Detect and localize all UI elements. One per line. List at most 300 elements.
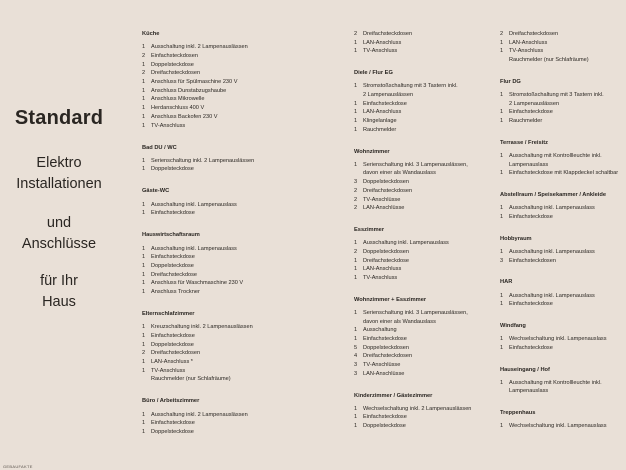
room-title: Esszimmer <box>354 226 385 233</box>
item-count: 1 <box>500 153 504 160</box>
item-text: Doppelsteckdose <box>363 423 406 430</box>
item-text: Dreifachsteckdose <box>363 257 410 264</box>
room-section <box>500 235 624 266</box>
item-count: 1 <box>500 336 504 343</box>
list-item <box>500 248 624 257</box>
list-item <box>500 39 624 48</box>
item-count: 1 <box>500 344 504 351</box>
room-section <box>354 226 492 283</box>
list-item <box>354 309 492 318</box>
list-item <box>500 344 624 353</box>
item-text: Rauchmelder (nur Schlafräume) <box>151 376 231 383</box>
item-text: Doppelsteckdose <box>151 262 194 269</box>
item-text: Einfachsteckdose <box>363 100 407 107</box>
item-text: TV-Anschluss <box>151 367 186 374</box>
item-count: 1 <box>500 248 504 255</box>
item-text: Serienschaltung inkl. 3 Lampenauslässen, <box>363 161 468 168</box>
room-title: Hobbyraum <box>500 235 532 242</box>
subtitle-line: Installationen <box>16 176 102 192</box>
room-section <box>500 191 624 222</box>
item-count: 4 <box>354 353 358 360</box>
item-text: Ausschaltung inkl. Lampenauslass <box>151 201 237 208</box>
list-item <box>354 335 492 344</box>
room-section <box>500 366 624 397</box>
item-text: Einfachsteckdose <box>151 254 195 261</box>
list-item <box>142 122 342 131</box>
list-item <box>142 367 342 376</box>
item-count: 1 <box>142 105 146 112</box>
item-text: Rauchmelder <box>509 118 543 125</box>
item-text: 2 Lampenauslässen <box>363 92 414 99</box>
item-count: 1 <box>354 257 358 264</box>
item-text: Ausschaltung inkl. Lampenauslass <box>509 205 595 212</box>
room-title: Abstellraum / Speisekammer / Ankleide <box>500 192 606 199</box>
item-count: 1 <box>142 289 146 296</box>
item-text: Rauchmelder <box>363 126 397 133</box>
list-item <box>142 288 342 297</box>
item-count: 3 <box>354 179 358 186</box>
list-item <box>354 318 492 327</box>
item-count: 2 <box>354 248 358 255</box>
item-text: LAN-Anschluss <box>363 109 402 116</box>
item-count: 2 <box>500 31 504 37</box>
list-item <box>354 91 492 100</box>
room-column-1 <box>142 30 342 450</box>
item-count: 1 <box>142 271 146 278</box>
list-item <box>500 117 624 126</box>
item-count: 1 <box>354 266 358 273</box>
list-item <box>142 323 342 332</box>
room-section <box>142 144 342 175</box>
list-item <box>142 358 342 367</box>
intro-panel <box>0 0 118 470</box>
item-count: 1 <box>500 301 504 308</box>
list-item <box>142 165 342 174</box>
item-text: Ausschaltung inkl. 2 Lampenauslässen <box>151 44 248 51</box>
list-item <box>354 370 492 379</box>
item-text: Einfachsteckdose <box>509 214 553 221</box>
item-count: 1 <box>142 96 146 103</box>
room-title: Bad DU / WC <box>142 144 177 151</box>
item-count: 1 <box>354 109 358 116</box>
room-title: Küche <box>142 31 160 37</box>
item-text: Lampenauslass <box>509 388 549 395</box>
item-count: 3 <box>354 362 358 369</box>
list-item <box>354 361 492 370</box>
item-text: Einfachsteckdose <box>509 109 553 116</box>
item-count: 1 <box>354 240 358 247</box>
item-text: Serienschaltung inkl. 3 Lampenauslässen, <box>363 309 468 316</box>
item-text: Doppelsteckdosen <box>363 344 410 351</box>
room-title: Terrasse / Freisitz <box>500 139 548 146</box>
item-count: 1 <box>354 423 358 430</box>
list-item <box>354 169 492 178</box>
room-column-3 <box>500 30 624 444</box>
room-section <box>500 139 624 178</box>
item-text: Einfachsteckdose <box>151 420 195 427</box>
item-text: Ausschaltung inkl. Lampenauslass <box>509 248 595 255</box>
list-item <box>142 113 342 122</box>
item-count: 1 <box>500 205 504 212</box>
list-item <box>142 245 342 254</box>
room-section <box>500 78 624 126</box>
item-text: Dreifachsteckdosen <box>151 350 201 357</box>
room-section <box>142 30 342 130</box>
item-count <box>354 318 363 327</box>
list-item <box>500 108 624 117</box>
subtitle-line: für Ihr <box>40 273 78 289</box>
item-count: 1 <box>354 309 358 316</box>
item-text: Doppelsteckdose <box>151 61 194 68</box>
room-title: Hauseingang / Hof <box>500 366 550 373</box>
item-text: Einfachsteckdose <box>151 332 195 339</box>
item-count <box>500 56 509 65</box>
room-section <box>354 148 492 213</box>
list-item <box>142 375 342 384</box>
list-item <box>500 379 624 388</box>
item-text: Doppelsteckdose <box>151 429 194 436</box>
item-text: Wechselschaltung inkl. Lampenauslass <box>509 423 607 430</box>
item-count: 1 <box>354 83 358 90</box>
list-item <box>142 52 342 61</box>
list-item <box>500 161 624 170</box>
item-text: Herdanschluss 400 V <box>151 105 205 112</box>
item-text: davon einer als Wandauslass <box>363 318 436 325</box>
list-item <box>500 56 624 65</box>
room-section <box>500 278 624 309</box>
list-item <box>142 87 342 96</box>
list-item <box>354 248 492 257</box>
item-count: 1 <box>142 429 146 436</box>
item-count: 1 <box>142 87 146 94</box>
item-count: 1 <box>500 379 504 386</box>
list-item <box>142 209 342 218</box>
item-count: 1 <box>354 335 358 342</box>
item-text: Dreifachsteckdosen <box>363 187 413 194</box>
item-count: 1 <box>500 48 504 55</box>
item-text: Ausschaltung inkl. Lampenauslass <box>509 292 595 299</box>
item-text: davon einer als Wandauslass <box>363 170 436 177</box>
item-text: Dreifachsteckdosen <box>509 31 559 37</box>
item-text: Doppelsteckdose <box>151 341 194 348</box>
item-text: Doppelsteckdosen <box>363 248 410 255</box>
room-title: HAR <box>500 279 513 286</box>
room-section <box>142 231 342 296</box>
item-count: 1 <box>500 92 504 99</box>
list-item <box>354 257 492 266</box>
list-item <box>500 422 624 431</box>
item-count: 1 <box>354 274 358 281</box>
list-item <box>142 95 342 104</box>
item-count: 1 <box>354 118 358 125</box>
list-item <box>142 332 342 341</box>
list-item <box>354 126 492 135</box>
list-item <box>354 187 492 196</box>
list-item <box>500 152 624 161</box>
item-text: LAN-Anschluss <box>363 39 402 46</box>
list-item <box>354 100 492 109</box>
item-count: 5 <box>354 344 358 351</box>
list-item <box>500 169 624 178</box>
list-item <box>142 271 342 280</box>
list-item <box>354 196 492 205</box>
item-text: Anschluss Trockner <box>151 289 200 296</box>
item-text: Einfachsteckdose mit Klappdeckel schaltbar <box>509 170 619 177</box>
item-text: Anschluss für Spülmaschine 230 V <box>151 79 238 86</box>
item-count: 1 <box>500 292 504 299</box>
item-text: Klingelanlage <box>363 118 397 125</box>
list-item <box>354 274 492 283</box>
item-text: LAN-Anschluss * <box>151 359 193 366</box>
item-count: 1 <box>142 341 146 348</box>
item-count: 1 <box>142 332 146 339</box>
list-item <box>354 413 492 422</box>
item-count: 1 <box>142 367 146 374</box>
list-item <box>354 161 492 170</box>
item-count: 2 <box>142 350 146 357</box>
item-text: 2 Lampenauslässen <box>509 100 560 107</box>
item-count: 2 <box>142 70 146 77</box>
list-item <box>500 91 624 100</box>
item-text: Stromstoßschaltung mit 3 Tastern inkl. <box>509 92 604 99</box>
item-count: 2 <box>354 205 358 212</box>
room-section <box>142 187 342 218</box>
item-count: 1 <box>500 214 504 221</box>
item-text: LAN-Anschlüsse <box>363 370 405 377</box>
room-section <box>500 322 624 353</box>
list-item <box>142 78 342 87</box>
room-title: Flur DG <box>500 78 521 85</box>
item-text: Dreifachsteckdosen <box>363 353 413 360</box>
item-count: 1 <box>354 39 358 46</box>
item-count: 1 <box>354 100 358 107</box>
list-item <box>142 419 342 428</box>
room-section <box>142 310 342 384</box>
subtitle-line: Anschlüsse <box>21 236 97 252</box>
room-section <box>354 296 492 379</box>
room-section <box>142 397 342 436</box>
room-title: Diele / Flur EG <box>354 70 393 77</box>
room-title: Wohnzimmer + Esszimmer <box>354 296 427 303</box>
item-count: 1 <box>500 423 504 430</box>
list-item <box>354 178 492 187</box>
room-title: Hauswirtschaftsraum <box>142 232 200 239</box>
item-count: 1 <box>500 118 504 125</box>
list-item <box>142 341 342 350</box>
item-count <box>500 100 509 109</box>
list-item <box>142 201 342 210</box>
item-text: Dreifachsteckdosen <box>363 31 413 37</box>
item-text: Lampenauslass <box>509 161 549 168</box>
room-column-2 <box>354 30 492 444</box>
item-text: Einfachsteckdose <box>509 301 553 308</box>
item-text: TV-Anschluss <box>151 122 186 129</box>
list-item <box>142 104 342 113</box>
item-count <box>354 91 363 100</box>
list-item <box>142 157 342 166</box>
item-text: TV-Anschluss <box>363 48 398 55</box>
list-item <box>354 265 492 274</box>
item-text: Kreuzschaltung inkl. 2 Lampenauslässen <box>151 324 253 331</box>
room-title: Elternschlafzimmer <box>142 311 195 318</box>
item-count <box>500 161 509 170</box>
item-count <box>354 169 363 178</box>
list-item <box>142 262 342 271</box>
list-item <box>142 411 342 420</box>
subtitle-line: Haus <box>42 294 76 310</box>
item-count: 3 <box>354 370 358 377</box>
room-section <box>354 69 492 134</box>
list-item <box>500 257 624 266</box>
list-item <box>354 108 492 117</box>
list-item <box>500 204 624 213</box>
room-section <box>500 30 624 65</box>
list-item <box>354 117 492 126</box>
item-text: Anschluss Backofen 230 V <box>151 113 218 120</box>
item-text: Einfachsteckdose <box>509 344 553 351</box>
item-count: 1 <box>354 126 358 133</box>
item-text: TV-Anschlüsse <box>363 196 401 203</box>
list-item <box>142 43 342 52</box>
item-text: Einfachsteckdose <box>151 210 195 217</box>
item-count: 1 <box>142 262 146 269</box>
item-text: Rauchmelder (nur Schlafräume) <box>509 57 589 64</box>
item-text: TV-Anschluss <box>363 274 398 281</box>
item-count: 1 <box>142 61 146 68</box>
item-text: TV-Anschlüsse <box>363 362 401 369</box>
list-item <box>354 422 492 431</box>
room-title: Windfang <box>500 322 526 329</box>
list-item <box>500 292 624 301</box>
subtitle-line: Elektro <box>36 155 82 171</box>
item-count: 1 <box>142 359 146 366</box>
item-text: Doppelsteckdosen <box>363 179 410 186</box>
room-section <box>354 30 492 56</box>
room-section <box>500 409 624 431</box>
item-text: Anschluss Dunstabzugshaube <box>151 87 227 94</box>
list-item <box>500 47 624 56</box>
list-item <box>500 300 624 309</box>
room-title: Wohnzimmer <box>354 148 390 155</box>
item-count: 1 <box>142 411 146 418</box>
page-title: Standard <box>14 107 104 129</box>
list-item <box>354 344 492 353</box>
list-item <box>500 387 624 396</box>
item-count: 2 <box>354 196 358 203</box>
item-count: 2 <box>354 187 358 194</box>
item-text: Einfachsteckdosen <box>151 52 198 59</box>
item-count: 1 <box>142 157 146 164</box>
item-text: Einfachsteckdosen <box>509 257 556 264</box>
item-text: Dreifachsteckdose <box>151 271 198 278</box>
list-item <box>500 335 624 344</box>
list-item <box>142 279 342 288</box>
room-section <box>354 392 492 431</box>
item-count: 1 <box>142 420 146 427</box>
list-item <box>354 47 492 56</box>
item-count: 2 <box>142 52 146 59</box>
item-count: 2 <box>354 31 358 37</box>
item-count: 1 <box>354 414 358 421</box>
list-item <box>142 69 342 78</box>
item-text: Stromstoßschaltung mit 3 Tastern inkl. <box>363 83 458 90</box>
item-count: 1 <box>142 280 146 287</box>
list-item <box>142 428 342 437</box>
item-count: 1 <box>354 405 358 412</box>
item-count: 1 <box>142 122 146 129</box>
room-title: Treppenhaus <box>500 410 536 417</box>
list-item <box>354 39 492 48</box>
list-item <box>354 239 492 248</box>
room-title: Büro / Arbeitszimmer <box>142 398 200 405</box>
item-text: LAN-Anschluss <box>509 39 548 46</box>
item-text: Anschluss für Waschmaschine 230 V <box>151 280 244 287</box>
item-count: 1 <box>500 109 504 116</box>
list-item <box>500 30 624 39</box>
item-count: 1 <box>500 39 504 46</box>
item-count: 1 <box>142 324 146 331</box>
item-count: 3 <box>500 257 504 264</box>
item-count: 1 <box>142 201 146 208</box>
item-text: TV-Anschluss <box>509 48 544 55</box>
item-text: Ausschaltung mit Kontrollleuchte inkl. <box>509 379 602 386</box>
list-item <box>142 61 342 70</box>
list-item <box>142 349 342 358</box>
item-count: 1 <box>142 79 146 86</box>
item-text: Ausschaltung <box>363 327 397 334</box>
item-count: 1 <box>354 161 358 168</box>
item-text: Ausschaltung inkl. Lampenauslass <box>363 240 449 247</box>
item-count <box>142 375 151 384</box>
item-count: 1 <box>142 113 146 120</box>
item-text: LAN-Anschluss <box>363 266 402 273</box>
item-count <box>500 387 509 396</box>
subtitle-line: und <box>46 215 72 231</box>
list-item <box>354 405 492 414</box>
item-text: LAN-Anschlüsse <box>363 205 405 212</box>
item-text: Dreifachsteckdosen <box>151 70 201 77</box>
item-text: Doppelsteckdose <box>151 166 194 173</box>
list-item <box>354 30 492 39</box>
list-item <box>354 326 492 335</box>
item-text: Serienschaltung inkl. 2 Lampenauslässen <box>151 157 255 164</box>
item-text: Ausschaltung inkl. 2 Lampenauslässen <box>151 411 248 418</box>
item-count: 1 <box>354 327 358 334</box>
item-count: 1 <box>142 44 146 51</box>
item-count: 1 <box>142 210 146 217</box>
item-text: Einfachsteckdose <box>363 414 407 421</box>
list-item <box>354 204 492 213</box>
item-text: Wechselschaltung inkl. 2 Lampenauslässen <box>363 405 472 412</box>
item-text: Anschluss Mikrowelle <box>151 96 205 103</box>
item-text: Ausschaltung mit Kontrollleuchte inkl. <box>509 153 602 160</box>
item-text: Einfachsteckdose <box>363 335 407 342</box>
item-count: 1 <box>500 170 504 177</box>
room-title: Gäste-WC <box>142 188 170 195</box>
item-count: 1 <box>142 245 146 252</box>
list-item <box>142 253 342 262</box>
item-count: 1 <box>142 254 146 261</box>
footer-brand: GEBAUFAKTE <box>3 464 33 469</box>
list-item <box>354 82 492 91</box>
list-item <box>500 100 624 109</box>
list-item <box>500 213 624 222</box>
room-title: Kinderzimmer / Gästezimmer <box>354 392 433 399</box>
item-text: Wechselschaltung inkl. Lampenauslass <box>509 336 607 343</box>
item-text: Ausschaltung inkl. Lampenauslass <box>151 245 237 252</box>
item-count: 1 <box>354 48 358 55</box>
item-count: 1 <box>142 166 146 173</box>
